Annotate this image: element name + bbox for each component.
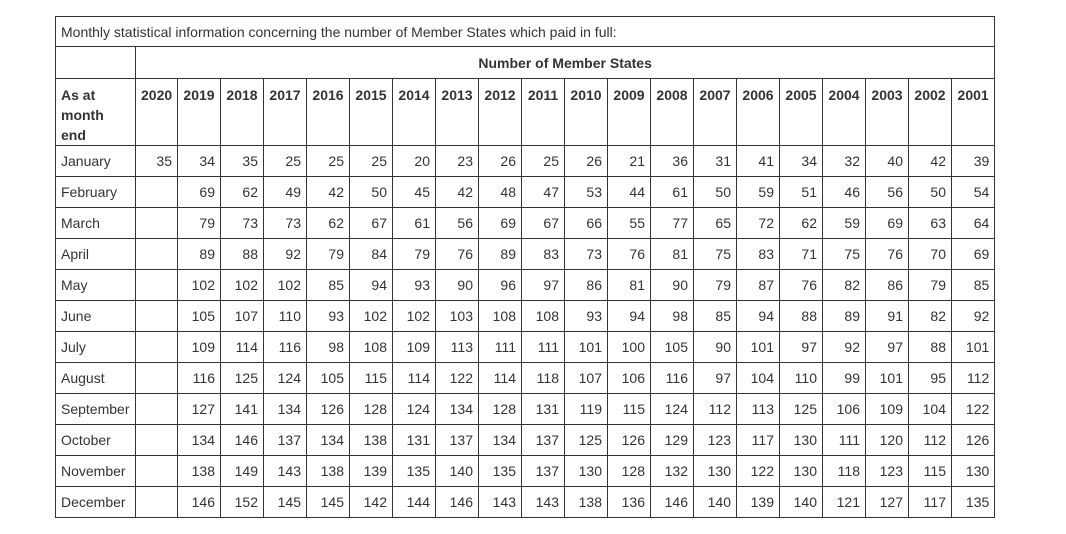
count-cell: 76 xyxy=(436,239,479,270)
count-cell: 25 xyxy=(522,146,565,177)
month-label: September xyxy=(56,394,136,425)
count-cell: 128 xyxy=(350,394,393,425)
year-header-2010: 2010 xyxy=(565,79,608,146)
count-cell: 69 xyxy=(866,208,909,239)
year-header-2007: 2007 xyxy=(694,79,737,146)
count-cell: 81 xyxy=(651,239,694,270)
count-cell: 84 xyxy=(350,239,393,270)
count-cell: 108 xyxy=(350,332,393,363)
count-cell: 101 xyxy=(565,332,608,363)
member-states-paid-table xyxy=(55,16,995,518)
count-cell xyxy=(136,177,178,208)
count-cell: 125 xyxy=(565,425,608,456)
count-cell: 110 xyxy=(264,301,307,332)
count-cell: 89 xyxy=(823,301,866,332)
count-cell: 137 xyxy=(264,425,307,456)
count-cell: 115 xyxy=(608,394,651,425)
table-row xyxy=(56,394,995,425)
count-cell: 119 xyxy=(565,394,608,425)
count-cell: 95 xyxy=(909,363,952,394)
count-cell: 131 xyxy=(393,425,436,456)
table-row xyxy=(56,332,995,363)
count-cell: 134 xyxy=(479,425,522,456)
count-cell: 67 xyxy=(350,208,393,239)
count-cell: 115 xyxy=(909,456,952,487)
count-cell: 115 xyxy=(350,363,393,394)
count-cell: 126 xyxy=(608,425,651,456)
count-cell: 111 xyxy=(479,332,522,363)
count-cell xyxy=(136,363,178,394)
count-cell: 106 xyxy=(823,394,866,425)
count-cell: 105 xyxy=(651,332,694,363)
count-cell: 146 xyxy=(651,487,694,518)
count-cell: 88 xyxy=(909,332,952,363)
month-label: October xyxy=(56,425,136,456)
count-cell: 124 xyxy=(264,363,307,394)
count-cell: 82 xyxy=(909,301,952,332)
count-cell: 113 xyxy=(436,332,479,363)
count-cell: 83 xyxy=(737,239,780,270)
count-cell: 75 xyxy=(694,239,737,270)
count-cell: 93 xyxy=(393,270,436,301)
count-cell: 76 xyxy=(780,270,823,301)
count-cell: 143 xyxy=(479,487,522,518)
count-cell: 124 xyxy=(393,394,436,425)
count-cell: 131 xyxy=(522,394,565,425)
count-cell: 137 xyxy=(522,425,565,456)
count-cell: 31 xyxy=(694,146,737,177)
count-cell: 45 xyxy=(393,177,436,208)
year-header-2009: 2009 xyxy=(608,79,651,146)
count-cell: 138 xyxy=(565,487,608,518)
count-cell: 94 xyxy=(737,301,780,332)
count-cell: 61 xyxy=(651,177,694,208)
count-cell: 146 xyxy=(178,487,221,518)
count-cell: 49 xyxy=(264,177,307,208)
year-header-2017: 2017 xyxy=(264,79,307,146)
count-cell: 26 xyxy=(479,146,522,177)
count-cell: 69 xyxy=(952,239,995,270)
count-cell: 77 xyxy=(651,208,694,239)
year-header-2008: 2008 xyxy=(651,79,694,146)
count-cell: 138 xyxy=(307,456,350,487)
count-cell: 94 xyxy=(350,270,393,301)
table-row xyxy=(56,425,995,456)
count-cell: 118 xyxy=(823,456,866,487)
count-cell: 125 xyxy=(780,394,823,425)
count-cell: 109 xyxy=(393,332,436,363)
count-cell: 104 xyxy=(737,363,780,394)
count-cell: 102 xyxy=(178,270,221,301)
month-label: August xyxy=(56,363,136,394)
count-cell: 129 xyxy=(651,425,694,456)
count-cell: 102 xyxy=(393,301,436,332)
count-cell: 62 xyxy=(307,208,350,239)
count-cell: 109 xyxy=(178,332,221,363)
count-cell: 122 xyxy=(737,456,780,487)
count-cell: 103 xyxy=(436,301,479,332)
count-cell: 136 xyxy=(608,487,651,518)
year-header-2001: 2001 xyxy=(952,79,995,146)
count-cell: 62 xyxy=(221,177,264,208)
count-cell: 56 xyxy=(436,208,479,239)
month-label: April xyxy=(56,239,136,270)
count-cell: 93 xyxy=(565,301,608,332)
count-cell: 51 xyxy=(780,177,823,208)
count-cell: 35 xyxy=(136,146,178,177)
count-cell: 111 xyxy=(823,425,866,456)
count-cell: 134 xyxy=(436,394,479,425)
count-cell: 117 xyxy=(737,425,780,456)
count-cell: 96 xyxy=(479,270,522,301)
group-header-spacer xyxy=(56,47,136,79)
count-cell: 42 xyxy=(909,146,952,177)
count-cell: 111 xyxy=(522,332,565,363)
count-cell: 138 xyxy=(178,456,221,487)
year-header-row xyxy=(56,79,995,146)
count-cell: 79 xyxy=(178,208,221,239)
count-cell: 39 xyxy=(952,146,995,177)
count-cell: 64 xyxy=(952,208,995,239)
count-cell: 130 xyxy=(780,425,823,456)
count-cell: 112 xyxy=(909,425,952,456)
count-cell: 90 xyxy=(694,332,737,363)
count-cell: 41 xyxy=(737,146,780,177)
table-row xyxy=(56,146,995,177)
count-cell: 35 xyxy=(221,146,264,177)
count-cell: 102 xyxy=(350,301,393,332)
count-cell: 144 xyxy=(393,487,436,518)
count-cell: 61 xyxy=(393,208,436,239)
count-cell: 122 xyxy=(436,363,479,394)
count-cell: 86 xyxy=(565,270,608,301)
count-cell: 118 xyxy=(522,363,565,394)
count-cell: 134 xyxy=(178,425,221,456)
row-header-line: As at xyxy=(61,87,96,103)
count-cell: 142 xyxy=(350,487,393,518)
table-body xyxy=(56,146,995,518)
count-cell: 73 xyxy=(221,208,264,239)
table-caption: Monthly statistical information concerning the number of Member States which paid in full: xyxy=(56,17,995,47)
count-cell: 135 xyxy=(393,456,436,487)
count-cell: 81 xyxy=(608,270,651,301)
count-cell: 116 xyxy=(178,363,221,394)
count-cell: 55 xyxy=(608,208,651,239)
group-header-row xyxy=(56,47,995,79)
month-label: December xyxy=(56,487,136,518)
count-cell: 83 xyxy=(522,239,565,270)
count-cell: 20 xyxy=(393,146,436,177)
count-cell: 97 xyxy=(866,332,909,363)
count-cell: 122 xyxy=(952,394,995,425)
count-cell: 86 xyxy=(866,270,909,301)
year-header-2018: 2018 xyxy=(221,79,264,146)
count-cell: 145 xyxy=(264,487,307,518)
count-cell: 76 xyxy=(608,239,651,270)
count-cell: 138 xyxy=(350,425,393,456)
year-header-2013: 2013 xyxy=(436,79,479,146)
count-cell: 82 xyxy=(823,270,866,301)
count-cell: 105 xyxy=(307,363,350,394)
count-cell: 40 xyxy=(866,146,909,177)
row-header-line: month xyxy=(61,107,104,123)
table-row xyxy=(56,239,995,270)
count-cell: 121 xyxy=(823,487,866,518)
year-header-2005: 2005 xyxy=(780,79,823,146)
count-cell: 116 xyxy=(264,332,307,363)
count-cell: 152 xyxy=(221,487,264,518)
count-cell: 128 xyxy=(479,394,522,425)
count-cell: 134 xyxy=(264,394,307,425)
count-cell: 92 xyxy=(952,301,995,332)
count-cell: 114 xyxy=(393,363,436,394)
month-label: February xyxy=(56,177,136,208)
count-cell xyxy=(136,208,178,239)
count-cell xyxy=(136,487,178,518)
count-cell: 88 xyxy=(780,301,823,332)
count-cell xyxy=(136,332,178,363)
count-cell: 26 xyxy=(565,146,608,177)
count-cell: 34 xyxy=(780,146,823,177)
year-header-2019: 2019 xyxy=(178,79,221,146)
count-cell: 98 xyxy=(307,332,350,363)
year-header-2020: 2020 xyxy=(136,79,178,146)
year-header-2006: 2006 xyxy=(737,79,780,146)
count-cell: 63 xyxy=(909,208,952,239)
count-cell: 70 xyxy=(909,239,952,270)
count-cell: 101 xyxy=(866,363,909,394)
count-cell: 46 xyxy=(823,177,866,208)
count-cell: 75 xyxy=(823,239,866,270)
count-cell: 146 xyxy=(221,425,264,456)
count-cell: 98 xyxy=(651,301,694,332)
count-cell: 132 xyxy=(651,456,694,487)
count-cell: 56 xyxy=(866,177,909,208)
count-cell: 101 xyxy=(737,332,780,363)
count-cell: 90 xyxy=(651,270,694,301)
count-cell: 125 xyxy=(221,363,264,394)
count-cell: 72 xyxy=(737,208,780,239)
count-cell: 50 xyxy=(909,177,952,208)
count-cell: 89 xyxy=(479,239,522,270)
count-cell: 79 xyxy=(307,239,350,270)
count-cell xyxy=(136,239,178,270)
count-cell: 145 xyxy=(307,487,350,518)
month-label: May xyxy=(56,270,136,301)
table-row xyxy=(56,177,995,208)
group-header: Number of Member States xyxy=(136,47,995,79)
count-cell: 59 xyxy=(823,208,866,239)
count-cell: 100 xyxy=(608,332,651,363)
month-label: March xyxy=(56,208,136,239)
count-cell: 25 xyxy=(307,146,350,177)
count-cell: 106 xyxy=(608,363,651,394)
table-row xyxy=(56,456,995,487)
year-header-2016: 2016 xyxy=(307,79,350,146)
count-cell: 126 xyxy=(307,394,350,425)
count-cell: 66 xyxy=(565,208,608,239)
count-cell: 123 xyxy=(866,456,909,487)
count-cell: 110 xyxy=(780,363,823,394)
month-label: July xyxy=(56,332,136,363)
count-cell: 85 xyxy=(307,270,350,301)
count-cell: 79 xyxy=(393,239,436,270)
count-cell xyxy=(136,456,178,487)
count-cell: 130 xyxy=(565,456,608,487)
count-cell: 69 xyxy=(479,208,522,239)
count-cell: 135 xyxy=(479,456,522,487)
count-cell: 113 xyxy=(737,394,780,425)
count-cell: 47 xyxy=(522,177,565,208)
count-cell: 73 xyxy=(264,208,307,239)
count-cell: 139 xyxy=(350,456,393,487)
year-header-2003: 2003 xyxy=(866,79,909,146)
count-cell: 85 xyxy=(694,301,737,332)
count-cell: 67 xyxy=(522,208,565,239)
count-cell: 59 xyxy=(737,177,780,208)
caption-row xyxy=(56,17,995,47)
count-cell: 112 xyxy=(952,363,995,394)
count-cell: 92 xyxy=(264,239,307,270)
count-cell: 50 xyxy=(350,177,393,208)
count-cell: 123 xyxy=(694,425,737,456)
count-cell: 50 xyxy=(694,177,737,208)
count-cell: 87 xyxy=(737,270,780,301)
count-cell: 79 xyxy=(694,270,737,301)
count-cell: 107 xyxy=(565,363,608,394)
count-cell: 53 xyxy=(565,177,608,208)
row-header-label xyxy=(56,79,136,146)
count-cell: 97 xyxy=(780,332,823,363)
table-row xyxy=(56,301,995,332)
count-cell: 108 xyxy=(479,301,522,332)
count-cell: 116 xyxy=(651,363,694,394)
count-cell: 112 xyxy=(694,394,737,425)
count-cell xyxy=(136,394,178,425)
count-cell: 109 xyxy=(866,394,909,425)
count-cell: 71 xyxy=(780,239,823,270)
count-cell: 89 xyxy=(178,239,221,270)
count-cell: 128 xyxy=(608,456,651,487)
count-cell: 88 xyxy=(221,239,264,270)
count-cell: 143 xyxy=(522,487,565,518)
count-cell: 127 xyxy=(866,487,909,518)
count-cell: 140 xyxy=(780,487,823,518)
count-cell xyxy=(136,270,178,301)
count-cell: 146 xyxy=(436,487,479,518)
count-cell: 25 xyxy=(264,146,307,177)
row-header-line: end xyxy=(61,127,86,143)
count-cell: 141 xyxy=(221,394,264,425)
count-cell: 42 xyxy=(436,177,479,208)
count-cell: 42 xyxy=(307,177,350,208)
count-cell: 25 xyxy=(350,146,393,177)
count-cell: 48 xyxy=(479,177,522,208)
count-cell: 54 xyxy=(952,177,995,208)
count-cell: 90 xyxy=(436,270,479,301)
count-cell: 94 xyxy=(608,301,651,332)
count-cell: 108 xyxy=(522,301,565,332)
count-cell: 130 xyxy=(694,456,737,487)
count-cell: 32 xyxy=(823,146,866,177)
count-cell: 62 xyxy=(780,208,823,239)
year-header-2004: 2004 xyxy=(823,79,866,146)
count-cell xyxy=(136,425,178,456)
year-header-2012: 2012 xyxy=(479,79,522,146)
count-cell: 79 xyxy=(909,270,952,301)
count-cell: 93 xyxy=(307,301,350,332)
count-cell: 101 xyxy=(952,332,995,363)
month-label: January xyxy=(56,146,136,177)
count-cell: 135 xyxy=(952,487,995,518)
count-cell: 140 xyxy=(436,456,479,487)
count-cell: 143 xyxy=(264,456,307,487)
count-cell: 97 xyxy=(694,363,737,394)
count-cell: 73 xyxy=(565,239,608,270)
count-cell: 44 xyxy=(608,177,651,208)
year-header-2002: 2002 xyxy=(909,79,952,146)
table-row xyxy=(56,208,995,239)
table-row xyxy=(56,487,995,518)
count-cell: 91 xyxy=(866,301,909,332)
month-label: November xyxy=(56,456,136,487)
count-cell: 36 xyxy=(651,146,694,177)
count-cell: 65 xyxy=(694,208,737,239)
count-cell: 140 xyxy=(694,487,737,518)
count-cell: 85 xyxy=(952,270,995,301)
year-header-2011: 2011 xyxy=(522,79,565,146)
count-cell: 105 xyxy=(178,301,221,332)
count-cell: 99 xyxy=(823,363,866,394)
count-cell: 21 xyxy=(608,146,651,177)
count-cell: 149 xyxy=(221,456,264,487)
count-cell: 102 xyxy=(264,270,307,301)
table-row xyxy=(56,363,995,394)
count-cell: 102 xyxy=(221,270,264,301)
count-cell: 117 xyxy=(909,487,952,518)
count-cell: 134 xyxy=(307,425,350,456)
count-cell: 137 xyxy=(522,456,565,487)
table-row xyxy=(56,270,995,301)
count-cell: 92 xyxy=(823,332,866,363)
count-cell: 137 xyxy=(436,425,479,456)
count-cell: 126 xyxy=(952,425,995,456)
count-cell: 139 xyxy=(737,487,780,518)
count-cell: 23 xyxy=(436,146,479,177)
count-cell: 124 xyxy=(651,394,694,425)
count-cell xyxy=(136,301,178,332)
count-cell: 114 xyxy=(479,363,522,394)
count-cell: 114 xyxy=(221,332,264,363)
month-label: June xyxy=(56,301,136,332)
year-header-2015: 2015 xyxy=(350,79,393,146)
count-cell: 104 xyxy=(909,394,952,425)
count-cell: 34 xyxy=(178,146,221,177)
year-header-2014: 2014 xyxy=(393,79,436,146)
count-cell: 127 xyxy=(178,394,221,425)
count-cell: 130 xyxy=(952,456,995,487)
count-cell: 107 xyxy=(221,301,264,332)
count-cell: 76 xyxy=(866,239,909,270)
count-cell: 69 xyxy=(178,177,221,208)
count-cell: 120 xyxy=(866,425,909,456)
count-cell: 97 xyxy=(522,270,565,301)
count-cell: 130 xyxy=(780,456,823,487)
